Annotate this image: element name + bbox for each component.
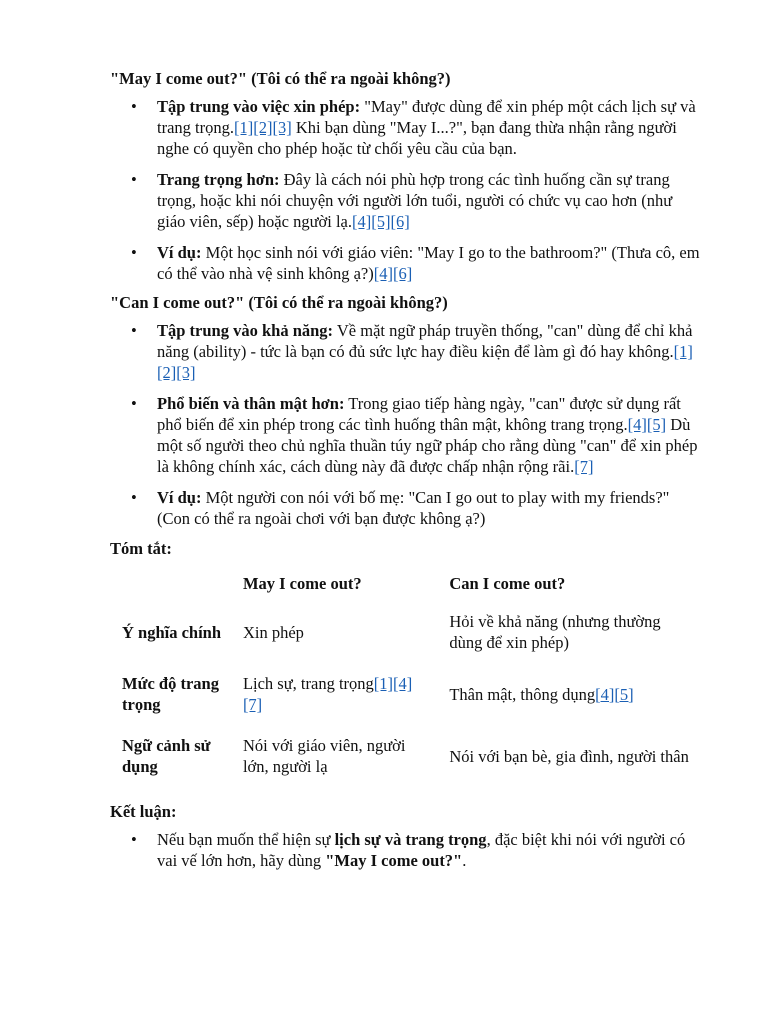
document-content <box>110 68 700 881</box>
citation-link-5[interactable]: [5] <box>614 684 634 704</box>
section-heading-can: "Can I come out?" (Tôi có thể ra ngoài không?) <box>110 293 448 312</box>
summary-table <box>112 573 700 787</box>
bullet-label: Tập trung vào việc xin phép: <box>157 97 361 116</box>
citation-link-5[interactable]: [5] <box>646 415 667 434</box>
citation-link-6[interactable]: [6] <box>392 264 413 283</box>
bullet-label: Ví dụ: <box>157 243 202 262</box>
citation-link-7[interactable]: [7] <box>242 695 263 714</box>
bullet-label: Tập trung vào khả năng: <box>157 321 334 340</box>
list-item <box>110 169 700 232</box>
list-item <box>110 393 700 477</box>
citation-link-3[interactable]: [3] <box>272 118 292 137</box>
bullet-text: "May" được dùng để xin phép một cách lịch sự và trang trọng. <box>157 97 696 137</box>
citation-link-4[interactable]: [4] <box>627 415 647 434</box>
summary-heading: Tóm tắt: <box>110 539 172 558</box>
table-row <box>112 663 700 725</box>
table-cell: Hỏi về khả năng (nhưng thường dùng để xin phép) <box>449 612 661 652</box>
list-item <box>110 242 700 284</box>
bullet-text: Nếu bạn muốn thể hiện sự <box>157 830 335 849</box>
bullet-label: Trang trọng hơn: <box>157 170 280 189</box>
citation-link-4[interactable]: [4] <box>373 264 393 283</box>
conclusion-heading: Kết luận: <box>110 802 177 821</box>
table-header-row <box>112 573 700 601</box>
citation-link-5[interactable]: [5] <box>371 212 391 231</box>
citation-link-1[interactable]: [1] <box>373 674 394 693</box>
citation-link-3[interactable]: [3] <box>176 363 196 382</box>
list-item <box>110 320 700 383</box>
bullet-label: Phổ biến và thân mật hơn: <box>157 394 345 413</box>
bullet-text: Một học sinh nói với giáo viên: "May I go to the bathroom?" (Thưa cô, em có thể vào nhà vệ sinh không ạ?) <box>157 243 700 283</box>
table-cell: Nói với bạn bè, gia đình, người thân <box>449 746 689 766</box>
row-header: Ý nghĩa chính <box>122 622 222 642</box>
bullet-text: Đây là cách nói phù hợp trong các tình huống cần sự trang trọng, hoặc khi nói chuyện với người lớn tuổi, người có chức vụ cao hơn (như giáo viên, sếp) hoặc người lạ. <box>157 170 673 231</box>
bullet-list-can <box>110 320 700 529</box>
citation-link-4[interactable]: [4] <box>352 212 372 231</box>
citation-link-2[interactable]: [2] <box>253 118 273 137</box>
table-row <box>112 725 700 787</box>
section-heading-may: "May I come out?" (Tôi có thể ra ngoài không?) <box>110 69 451 88</box>
cell-text: Thân mật, thông dụng <box>449 684 596 704</box>
list-item <box>110 829 700 871</box>
citation-link-1[interactable]: [1] <box>673 342 693 361</box>
table-cell <box>439 663 700 725</box>
bullet-list-conclusion <box>110 829 700 871</box>
bullet-text: Trong giao tiếp hàng ngày, "can" được sử dụng rất phổ biến để xin phép trong các tình huống thân mật, không trang trọng. <box>157 394 681 434</box>
list-item <box>110 96 700 159</box>
bullet-text: Một người con nói với bố mẹ: "Can I go out to play with my friends?" (Con có thể ra ngoài chơi với bạn được không ạ?) <box>157 488 670 528</box>
column-header-may: May I come out? <box>242 574 362 593</box>
bullet-text: Dù một số người theo chủ nghĩa thuần túy ngữ pháp cho rằng dùng "can" để xin phép là không chính xác, cách dùng này đã được chấp nhận rộng rãi. <box>157 415 698 476</box>
row-header: Ngữ cảnh sử dụng <box>122 736 211 776</box>
citation-link-4[interactable]: [4] <box>595 684 615 704</box>
citation-link-7[interactable]: [7] <box>574 457 594 476</box>
citation-link-1[interactable]: [1] <box>233 118 254 137</box>
bullet-list-may <box>110 96 700 284</box>
column-header-can: Can I come out? <box>449 574 566 593</box>
bullet-emphasis: lịch sự và trang trọng <box>334 830 487 849</box>
citation-link-2[interactable]: [2] <box>157 363 177 382</box>
bullet-text: Khi bạn dùng "May I...?", bạn đang thừa nhận rằng người nghe có quyền cho phép hoặc từ chối yêu cầu của bạn. <box>157 118 677 158</box>
bullet-text: Về mặt ngữ pháp truyền thống, "can" dùng để chỉ khả năng (ability) - tức là bạn có đủ sức lực hay điều kiện để làm gì đó hay không. <box>157 321 693 361</box>
citation-link-4[interactable]: [4] <box>393 674 413 693</box>
table-cell: Xin phép <box>242 622 304 642</box>
cell-text: Lịch sự, trang trọng <box>242 674 374 693</box>
table-cell <box>233 663 439 725</box>
bullet-emphasis: "May I come out?" <box>325 851 463 870</box>
bullet-text: , đặc biệt khi nói với người có vai vế lớn hơn, hãy dùng <box>157 830 686 870</box>
table-cell: Nói với giáo viên, người lớn, người lạ <box>242 736 406 776</box>
bullet-text: . <box>462 851 467 870</box>
table-row <box>112 601 700 663</box>
table-corner-cell <box>112 573 233 601</box>
row-header: Mức độ trang trọng <box>122 674 219 714</box>
bullet-label: Ví dụ: <box>157 488 202 507</box>
citation-link-6[interactable]: [6] <box>390 212 410 231</box>
list-item <box>110 487 700 529</box>
